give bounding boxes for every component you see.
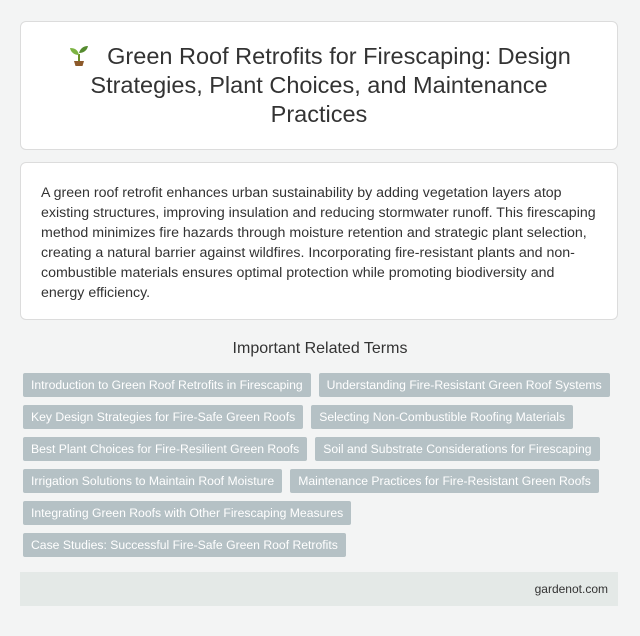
related-term-tag[interactable]: Integrating Green Roofs with Other Firescaping Measures [23,501,351,525]
related-terms-heading: Important Related Terms [232,340,408,357]
seedling-icon [67,43,91,67]
related-term-tag[interactable]: Introduction to Green Roof Retrofits in Firescaping [23,373,311,397]
related-term-tag[interactable]: Key Design Strategies for Fire-Safe Green Roofs [23,405,303,429]
related-term-tag[interactable]: Irrigation Solutions to Maintain Roof Moisture [23,469,282,493]
description-card [20,162,618,320]
description-text: A green roof retrofit enhances urban sustainability by adding vegetation layers atop existing structures, improving insulation and reducing stormwater runoff. This firescaping method minimizes fire hazards through moisture retention and strategic plant selection, creating a natural barrier against wildfires. Incorporating fire-resistant plants and non-combustible materials ensures optimal protection while promoting biodiversity and energy efficiency. [41,185,596,301]
related-terms-list [23,373,621,565]
page-title [51,42,587,129]
related-term-tag[interactable]: Maintenance Practices for Fire-Resistant Green Roofs [290,469,599,493]
page-title-text: Green Roof Retrofits for Firescaping: Design Strategies, Plant Choices, and Maintenance Practices [90,43,571,127]
related-term-tag[interactable]: Selecting Non-Combustible Roofing Materials [311,405,573,429]
related-term-tag[interactable]: Understanding Fire-Resistant Green Roof Systems [319,373,610,397]
footer [20,572,618,606]
title-card [20,21,618,150]
related-term-tag[interactable]: Case Studies: Successful Fire-Safe Green Roof Retrofits [23,533,346,557]
related-term-tag[interactable]: Best Plant Choices for Fire-Resilient Green Roofs [23,437,307,461]
footer-site-link[interactable]: gardenot.com [534,582,608,596]
related-term-tag[interactable]: Soil and Substrate Considerations for Firescaping [315,437,599,461]
